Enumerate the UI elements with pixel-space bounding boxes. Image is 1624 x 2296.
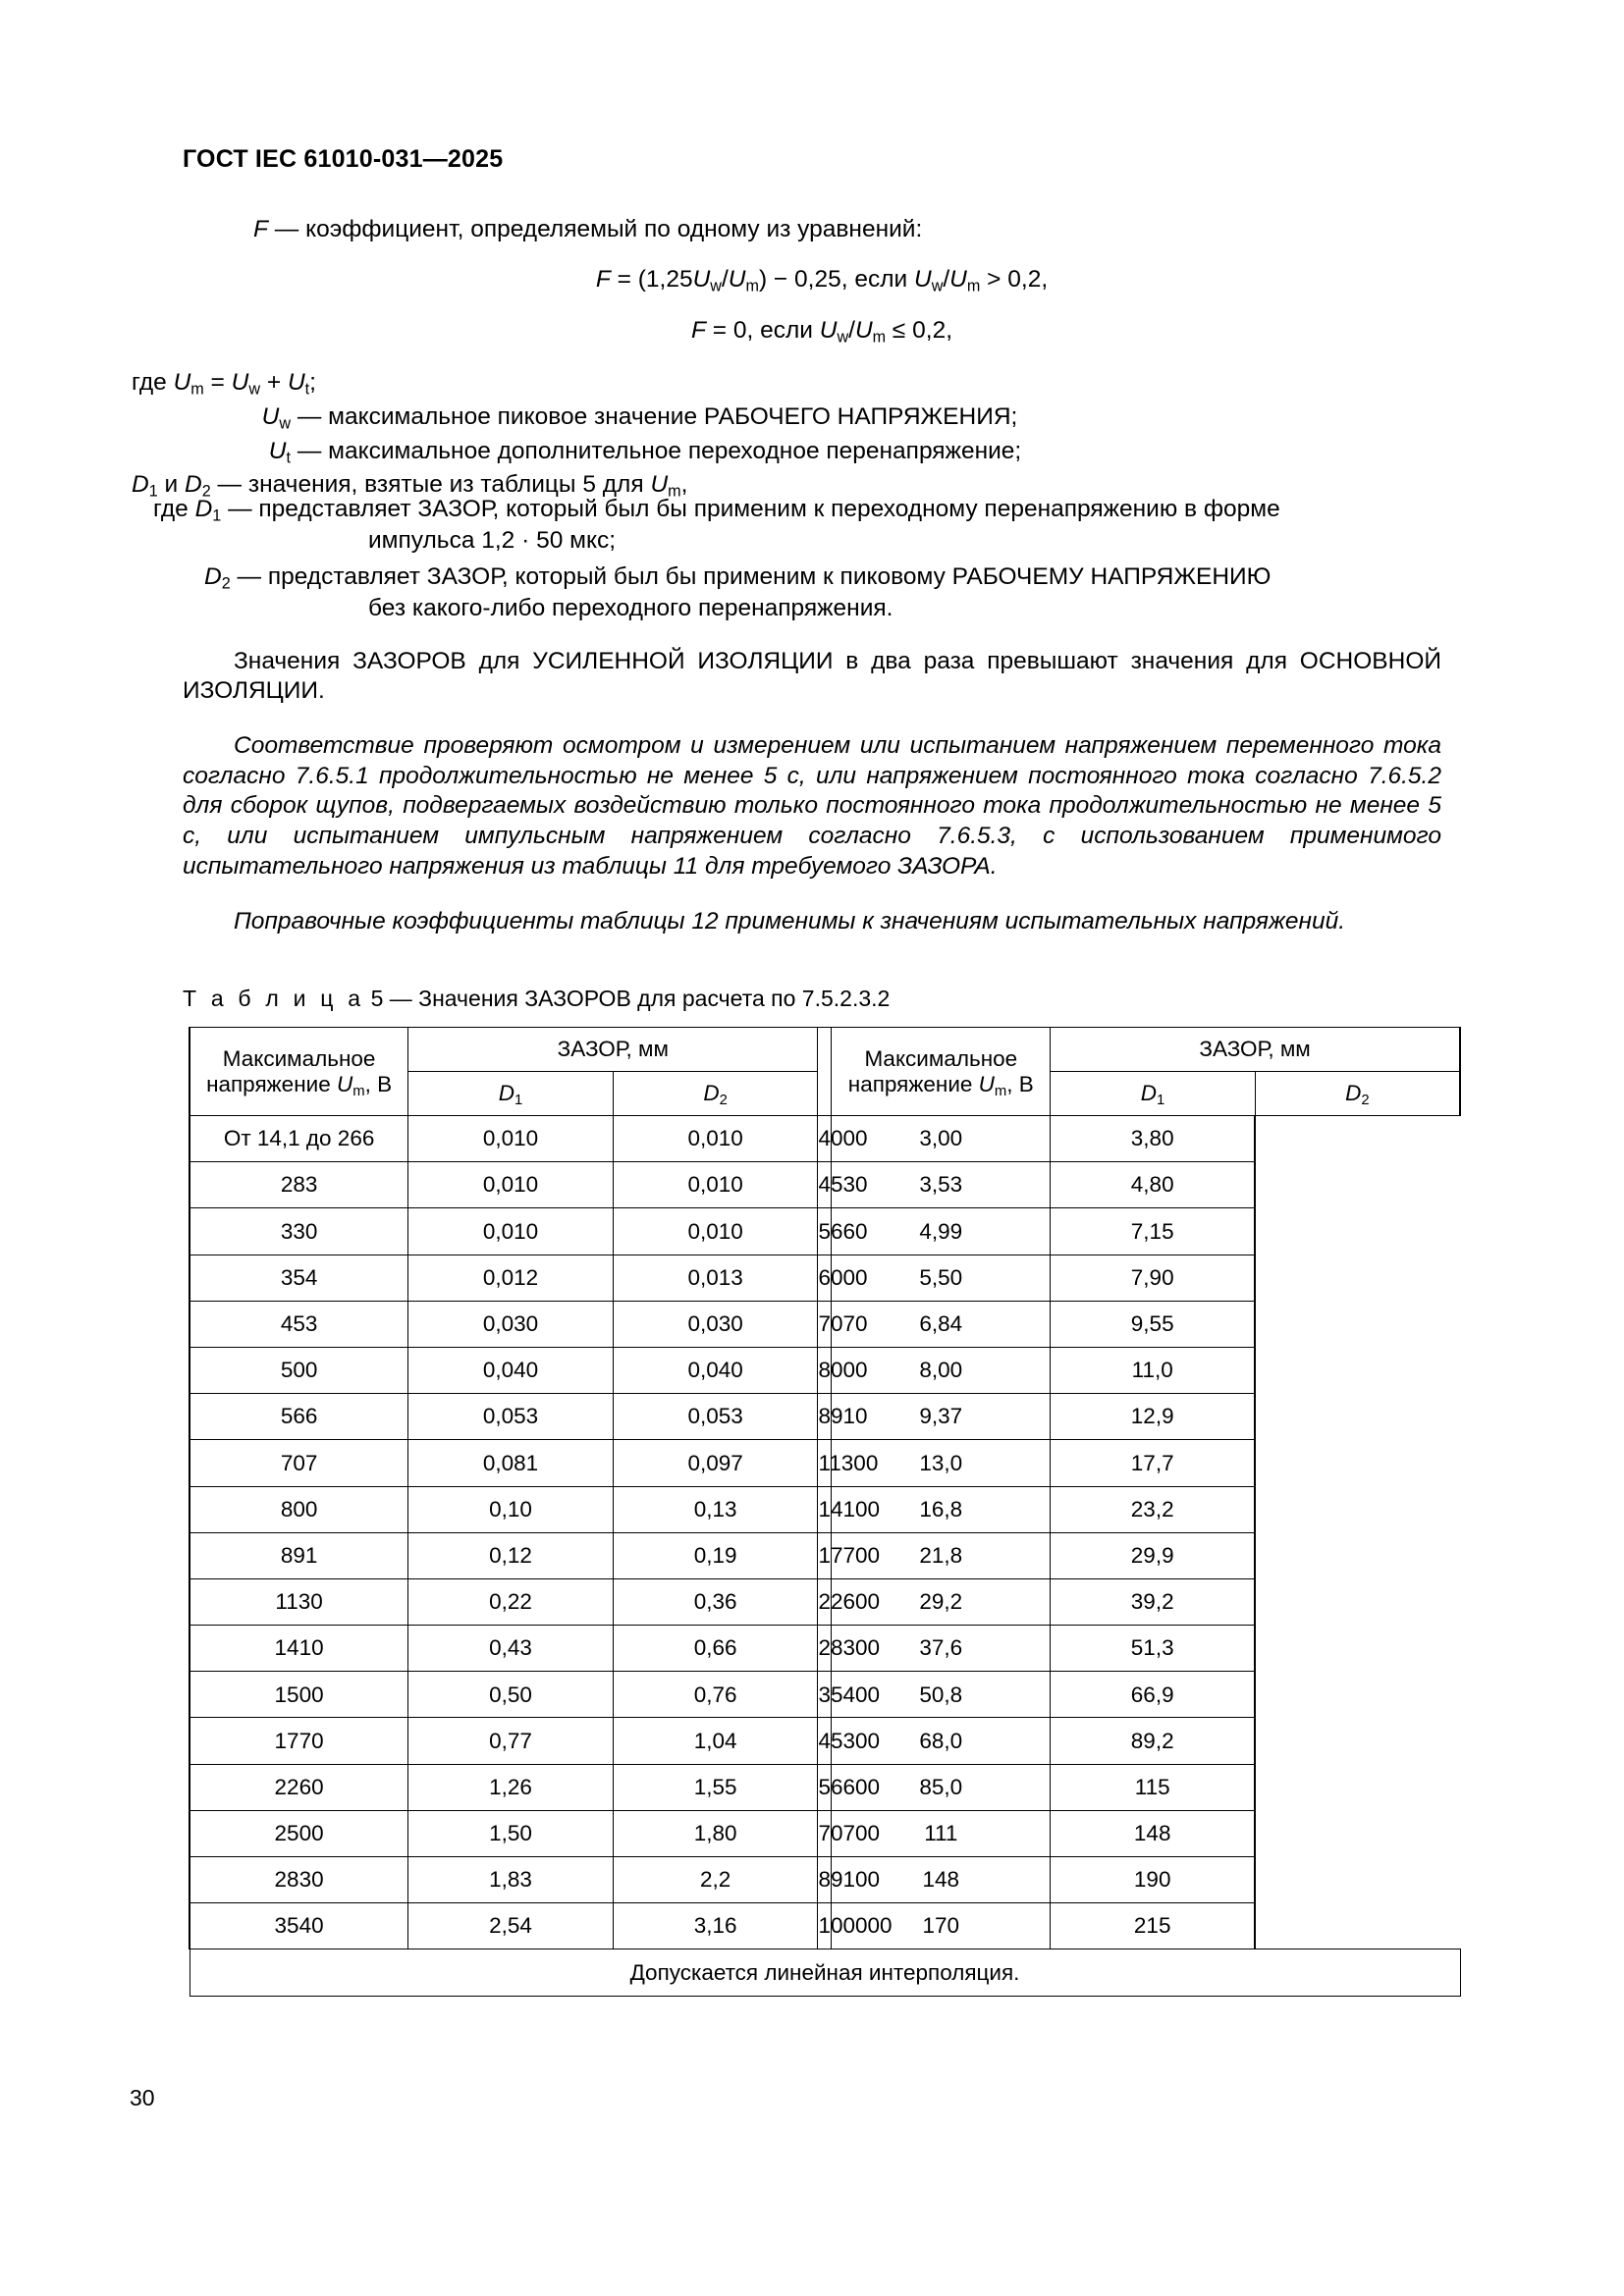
cell-um-right: 5660	[818, 1208, 832, 1255]
cell-d1-right: 29,2	[832, 1578, 1051, 1625]
cell-d1-right: 170	[832, 1903, 1051, 1949]
d1-definition-text: — представляет ЗАЗОР, который был бы применим к переходному перенапряжению в форме	[228, 495, 1280, 522]
table-row	[189, 1718, 1460, 1764]
cell-um-right: 45300	[818, 1718, 832, 1764]
cell-um-left: 354	[189, 1255, 408, 1301]
cell-d2-right: 7,15	[1051, 1208, 1256, 1255]
cell-d1-right: 111	[832, 1810, 1051, 1856]
ut-definition-text: — максимальное дополнительное переходное перенапряжение;	[297, 437, 1022, 464]
cell-d2-right: 7,90	[1051, 1255, 1256, 1301]
cell-d2-right: 12,9	[1051, 1394, 1256, 1440]
cell-um-left: 283	[189, 1162, 408, 1208]
table-row	[189, 1208, 1460, 1255]
cell-um-left: 500	[189, 1347, 408, 1393]
d1-definition	[153, 495, 1441, 554]
cell-d2-right: 89,2	[1051, 1718, 1256, 1764]
cell-d2-right: 23,2	[1051, 1486, 1256, 1532]
cell-d2-left: 0,36	[613, 1578, 818, 1625]
cell-d1-right: 6,84	[832, 1301, 1051, 1347]
cell-d1-left: 0,12	[408, 1532, 614, 1578]
cell-d1-left: 0,010	[408, 1208, 614, 1255]
cell-d1-left: 0,081	[408, 1440, 614, 1486]
header-d1-right: $D_1$	[1051, 1072, 1256, 1116]
table-caption	[183, 986, 890, 1012]
cell-d1-left: 0,053	[408, 1394, 614, 1440]
cell-um-right: 4530	[818, 1162, 832, 1208]
cell-d2-left: 0,053	[613, 1394, 818, 1440]
cell-d2-left: 0,010	[613, 1116, 818, 1162]
cell-d2-left: 0,66	[613, 1626, 818, 1672]
table-row	[189, 1440, 1460, 1486]
header-gap-group-left: ЗАЗОР, мм	[408, 1028, 818, 1072]
table-head	[189, 1028, 1460, 1116]
table-row	[189, 1394, 1460, 1440]
cell-d1-left: 1,83	[408, 1857, 614, 1903]
cell-d2-right: 190	[1051, 1857, 1256, 1903]
cell-d2-left: 0,040	[613, 1347, 818, 1393]
cell-d2-right: 9,55	[1051, 1301, 1256, 1347]
cell-d2-right: 3,80	[1051, 1116, 1256, 1162]
cell-d2-left: 0,010	[613, 1162, 818, 1208]
cell-um-right: 11300	[818, 1440, 832, 1486]
cell-d1-left: 2,54	[408, 1903, 614, 1949]
paragraph-compliance: Соответствие проверяют осмотром и измерением или испытанием напряжением переменного тока согласно 7.6.5.1 продолжительностью не менее 5 с, или напряжением постоянного тока согласно 7.6.5.2 для сборок щупов, подвергаемых воздействию только постоянного тока продолжительностью не менее 5 с, или испытанием импульсным напряжением согласно 7.6.5.3, с использованием применимого испытательного напряжения из таблицы 11 для требуемого ЗАЗОРА.	[183, 731, 1441, 881]
d2-definition-text: — представляет ЗАЗОР, который был бы применим к пиковому РАБОЧЕМУ НАПРЯЖЕНИЮ	[237, 562, 1272, 590]
cell-d2-right: 115	[1051, 1764, 1256, 1810]
uw-definition-text: — максимальное пиковое значение РАБОЧЕГО НАПРЯЖЕНИЯ;	[297, 403, 1018, 430]
cell-um-right: 17700	[818, 1532, 832, 1578]
cell-d2-left: 0,030	[613, 1301, 818, 1347]
document-body	[132, 216, 1441, 961]
cell-d2-right: 51,3	[1051, 1626, 1256, 1672]
table-header-row-1	[189, 1028, 1460, 1072]
table-row	[189, 1810, 1460, 1856]
cell-d2-left: 1,55	[613, 1764, 818, 1810]
coefficient-f-definition: F — коэффициент, определяемый по одному из уравнений:	[253, 216, 923, 242]
cell-um-left: 707	[189, 1440, 408, 1486]
table-mid-separator	[818, 1028, 832, 1116]
cell-d1-right: 16,8	[832, 1486, 1051, 1532]
cell-d2-right: 29,9	[1051, 1532, 1256, 1578]
cell-um-left: 1500	[189, 1672, 408, 1718]
cell-um-left: 1770	[189, 1718, 408, 1764]
cell-d1-left: 0,010	[408, 1116, 614, 1162]
cell-d1-right: 4,99	[832, 1208, 1051, 1255]
d2-definition	[204, 562, 1441, 621]
table-caption-number: 5	[370, 986, 384, 1011]
cell-um-right: 89100	[818, 1857, 832, 1903]
cell-um-right: 28300	[818, 1626, 832, 1672]
cell-d1-right: 13,0	[832, 1440, 1051, 1486]
cell-d1-left: 0,22	[408, 1578, 614, 1625]
cell-d2-right: 39,2	[1051, 1578, 1256, 1625]
cell-um-right: 7070	[818, 1301, 832, 1347]
cell-um-right: 8910	[818, 1394, 832, 1440]
d2-definition-line1: $D_2$ — представляет ЗАЗОР, который был бы применим к пиковому РАБОЧЕМУ НАПРЯЖЕНИЮ	[204, 562, 1272, 593]
table-row	[189, 1903, 1460, 1949]
table-row	[189, 1486, 1460, 1532]
where-um-relation: где $U_m = U_w + U_t$;	[132, 368, 316, 399]
cell-um-left: 330	[189, 1208, 408, 1255]
table-row	[189, 1578, 1460, 1625]
cell-um-left: 2260	[189, 1764, 408, 1810]
cell-d2-left: 3,16	[613, 1903, 818, 1949]
header-d2-left: $D_2$	[613, 1072, 818, 1116]
cell-um-right: 100000	[818, 1903, 832, 1949]
document-running-header: ГОСТ IEC 61010-031—2025	[183, 145, 504, 173]
cell-d2-right: 148	[1051, 1810, 1256, 1856]
cell-d1-right: 5,50	[832, 1255, 1051, 1301]
cell-d1-left: 0,030	[408, 1301, 614, 1347]
cell-um-right: 8000	[818, 1347, 832, 1393]
header-gap-group-right: ЗАЗОР, мм	[1051, 1028, 1460, 1072]
cell-d1-left: 0,77	[408, 1718, 614, 1764]
cell-um-left: 891	[189, 1532, 408, 1578]
header-d1-left: $D_1$	[408, 1072, 614, 1116]
cell-um-right: 56600	[818, 1764, 832, 1810]
table-footnote-row	[189, 1949, 1460, 1996]
header-voltage-right: Максимальное напряжение $U_m$, В	[832, 1028, 1051, 1116]
cell-d2-left: 1,04	[613, 1718, 818, 1764]
cell-d1-right: 8,00	[832, 1347, 1051, 1393]
uw-symbol: $U_w$	[261, 403, 291, 433]
cell-um-left: От 14,1 до 266	[189, 1116, 408, 1162]
cell-um-left: 1410	[189, 1626, 408, 1672]
cell-d1-left: 1,50	[408, 1810, 614, 1856]
cell-d2-left: 0,013	[613, 1255, 818, 1301]
table-row	[189, 1626, 1460, 1672]
cell-d1-right: 3,53	[832, 1162, 1051, 1208]
header-voltage-left: Максимальное напряжение $U_m$, В	[189, 1028, 408, 1116]
cell-um-left: 3540	[189, 1903, 408, 1949]
page-number: 30	[130, 2085, 155, 2110]
cell-d2-left: 0,010	[613, 1208, 818, 1255]
clearance-values-table-wrapper	[189, 1027, 1461, 1997]
table-row	[189, 1672, 1460, 1718]
cell-d1-left: 1,26	[408, 1764, 614, 1810]
table-row	[189, 1255, 1460, 1301]
cell-d2-left: 0,19	[613, 1532, 818, 1578]
d1-d2-source-definition: $D_1$ и $D_2$ — значения, взятые из таблицы 5 для $U_m$,	[132, 471, 688, 501]
cell-um-left: 2830	[189, 1857, 408, 1903]
paragraph-reinforced-insulation: Значения ЗАЗОРОВ для УСИЛЕННОЙ ИЗОЛЯЦИИ в два раза превышают значения для ОСНОВНОЙ ИЗОЛЯЦИИ.	[183, 647, 1441, 705]
d1-definition-line2: импульса 1,2 · 50 мкс;	[368, 527, 617, 554]
cell-um-left: 1130	[189, 1578, 408, 1625]
cell-um-right: 14100	[818, 1486, 832, 1532]
equation-f-nonzero: $F = (1,25U_w/U_m) - 0,25$, если $U_w/U_m > 0,2$,	[595, 265, 1049, 295]
table-caption-text: — Значения ЗАЗОРОВ для расчета по 7.5.2.3.2	[389, 986, 891, 1011]
cell-um-left: 2500	[189, 1810, 408, 1856]
cell-d1-left: 0,10	[408, 1486, 614, 1532]
cell-d1-right: 37,6	[832, 1626, 1051, 1672]
cell-d2-left: 0,097	[613, 1440, 818, 1486]
table-row	[189, 1301, 1460, 1347]
paragraph-correction-factors: Поправочные коэффициенты таблицы 12 применимы к значениям испытательных напряжений.	[234, 907, 1346, 934]
clearance-values-table	[189, 1027, 1461, 1997]
cell-d1-right: 85,0	[832, 1764, 1051, 1810]
cell-d1-left: 0,50	[408, 1672, 614, 1718]
cell-um-left: 453	[189, 1301, 408, 1347]
table-row	[189, 1857, 1460, 1903]
table-caption-label: Т а б л и ц а	[183, 986, 365, 1011]
cell-um-right: 4000	[818, 1116, 832, 1162]
table-row	[189, 1532, 1460, 1578]
cell-um-right: 22600	[818, 1578, 832, 1625]
d2-definition-line2: без какого-либо переходного перенапряжения.	[368, 595, 893, 621]
cell-d2-right: 66,9	[1051, 1672, 1256, 1718]
cell-d2-left: 0,13	[613, 1486, 818, 1532]
cell-d1-right: 50,8	[832, 1672, 1051, 1718]
cell-d1-right: 3,00	[832, 1116, 1051, 1162]
cell-d2-right: 215	[1051, 1903, 1256, 1949]
cell-um-left: 566	[189, 1394, 408, 1440]
cell-d2-left: 1,80	[613, 1810, 818, 1856]
cell-d1-left: 0,012	[408, 1255, 614, 1301]
equation-f-zero: F = 0, если $U_w/U_m \le 0,2$,	[690, 317, 953, 347]
cell-um-right: 6000	[818, 1255, 832, 1301]
header-d2-right: $D_2$	[1255, 1072, 1460, 1116]
ut-symbol: $U_t$	[268, 437, 291, 467]
cell-d2-right: 4,80	[1051, 1162, 1256, 1208]
table-row	[189, 1764, 1460, 1810]
cell-d2-right: 17,7	[1051, 1440, 1256, 1486]
cell-d1-left: 0,040	[408, 1347, 614, 1393]
cell-um-right: 35400	[818, 1672, 832, 1718]
table-row	[189, 1116, 1460, 1162]
table-row	[189, 1347, 1460, 1393]
cell-d2-left: 2,2	[613, 1857, 818, 1903]
table-row	[189, 1162, 1460, 1208]
table-footnote: Допускается линейная интерполяция.	[189, 1949, 1460, 1996]
cell-um-left: 800	[189, 1486, 408, 1532]
uw-definition	[183, 403, 1441, 433]
cell-um-right: 70700	[818, 1810, 832, 1856]
cell-d1-right: 148	[832, 1857, 1051, 1903]
cell-d1-left: 0,43	[408, 1626, 614, 1672]
table-body	[189, 1116, 1460, 1997]
cell-d1-left: 0,010	[408, 1162, 614, 1208]
cell-d2-right: 11,0	[1051, 1347, 1256, 1393]
cell-d1-right: 68,0	[832, 1718, 1051, 1764]
ut-definition	[183, 437, 1441, 467]
cell-d1-right: 9,37	[832, 1394, 1051, 1440]
cell-d2-left: 0,76	[613, 1672, 818, 1718]
d1-d2-symbols: $D_1$ и $D_2$	[132, 471, 211, 501]
d1-definition-line1: где $D_1$ — представляет ЗАЗОР, который был бы применим к переходному перенапряжению в форме	[153, 495, 1280, 525]
cell-d1-right: 21,8	[832, 1532, 1051, 1578]
